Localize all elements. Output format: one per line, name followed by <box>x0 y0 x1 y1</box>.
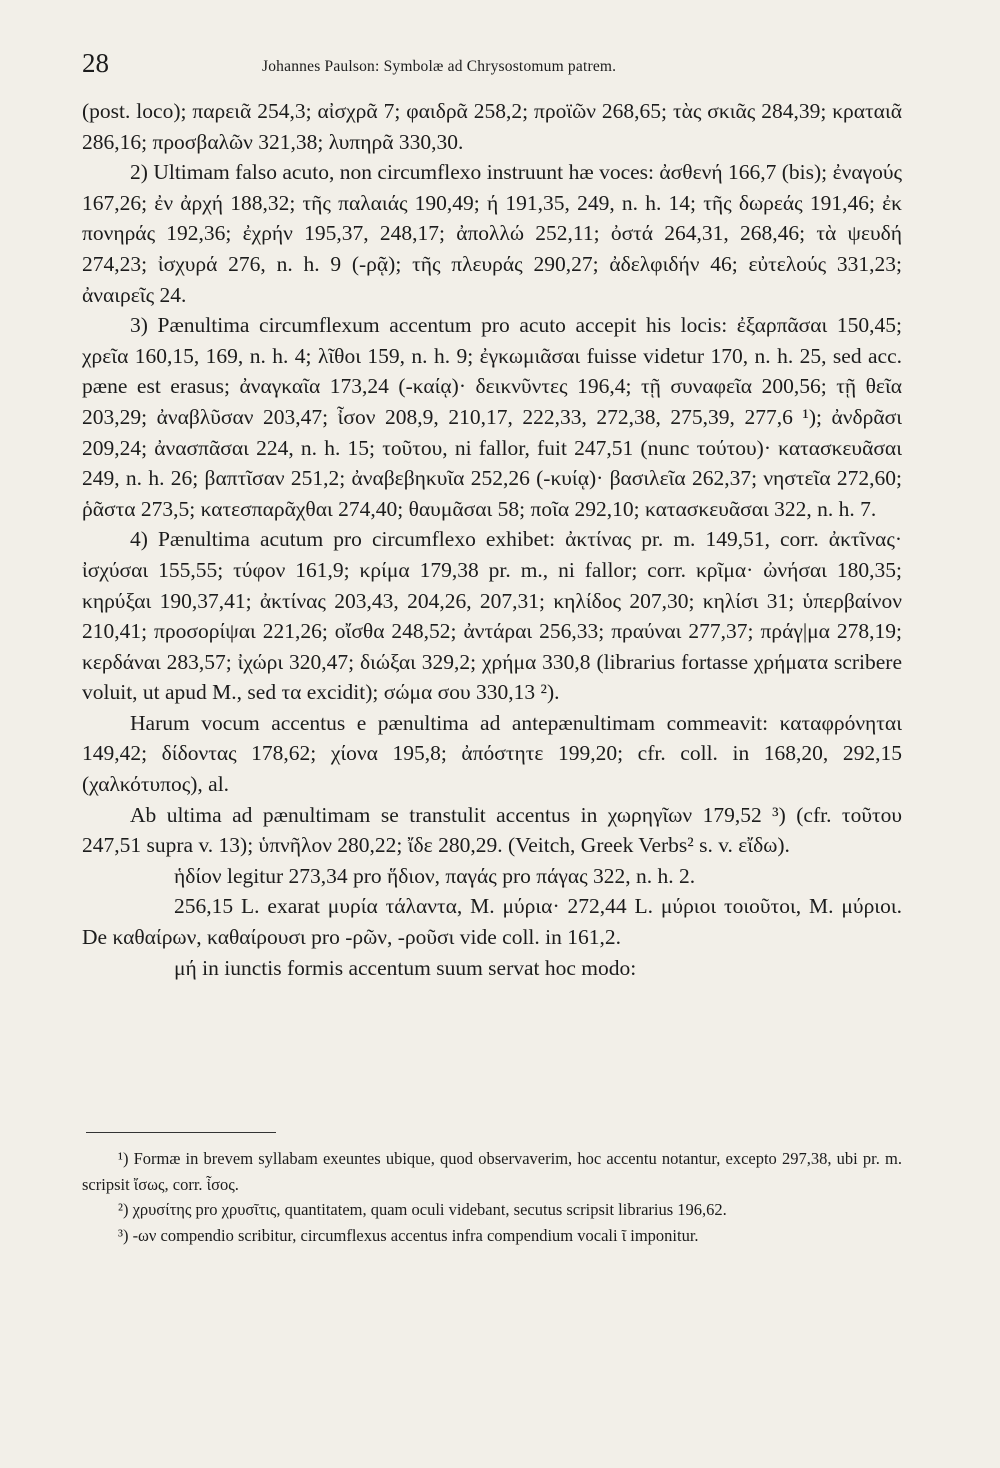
page-number: 28 <box>82 48 109 78</box>
footnotes <box>82 1146 902 1248</box>
paragraph-ab-ultima: Ab ultima ad pænultimam se transtulit accentus in χωρηγῖων 179,52 ³) (cfr. τοῦτου 247,51 supra v. 13); ὑπνῆλον 280,22; ἴδε 280,29. (Veitch, Greek Verbs² s. v. εἴδω). <box>82 802 902 858</box>
paragraph-harum: Harum vocum accentus e pænultima ad antepænultimam commeavit: καταφρόνηται 149,42; δίδοντας 178,62; χίονα 195,8; ἀπόστητε 199,20; cfr. coll. in 168,20, 292,15 (χαλκότυπος), al. <box>82 710 902 797</box>
main-text <box>82 96 902 983</box>
paragraph-continuation: (post. loco); παρειᾶ 254,3; αἰσχρᾶ 7; φαιδρᾶ 258,2; προϊῶν 268,65; τὰς σκιᾶς 284,39; κραταιᾶ 286,16; προσβαλῶν 321,38; λυπηρᾶ 330,30. <box>82 99 902 154</box>
page-header <box>82 48 902 88</box>
paragraph-256: 256,15 L. exarat μυρία τάλαντα, M. μύρια· 272,44 L. μύριοι τοιοῦτοι, M. μύριοι. De καθαίρων, καθαίρουσι pro -ρῶν, -ροῦσι vide coll. in 161,2. <box>82 894 902 950</box>
paragraph-4: 4) Pænultima acutum pro circumflexo exhibet: ἀκτίνας pr. m. 149,51, corr. ἀκτῖνας· ἰσχύσαι 155,55; τύφον 161,9; κρίμα 179,38 pr. m., ni fallor; corr. κρῖμα· ὠνήσαι 180,35; κηρύξαι 190,37,41; ἀκτίνας 203,43, 204,26, 207,31; κηλίδος 207,30; κηλίσι 31; ὑπερβαίνον 210,41; προσορίψαι 221,26; οἴσθα 248,52; ἀντάραι 256,33; πραύναι 277,37; πράγ|μα 278,19; κερδάναι 283,57; ἰχώρι 320,47; διώξαι 329,2; χρήμα 330,8 (librarius fortasse χρήματα scribere voluit, ut apud M., sed τα excidit); σώμα σου 330,13 ²). <box>82 527 902 705</box>
paragraph-me: μή in iunctis formis accentum suum servat hoc modo: <box>174 955 637 980</box>
paragraph-hedion: ἡδίον legitur 273,34 pro ἥδιον, παγάς pro πάγας 322, n. h. 2. <box>174 863 696 888</box>
paragraph-3: 3) Pænultima circumflexum accentum pro acuto accepit his locis: ἐξαρπᾶσαι 150,45; χρεῖα 160,15, 169, n. h. 4; λῖθοι 159, n. h. 9; ἐγκωμιᾶσαι fuisse videtur 170, n. h. 25, sed acc. pæne est erasus; ἀναγκαῖα 173,24 (-καίᾳ)· δεικνῦντες 196,4; τῇ συναφεῖα 200,56; τῇ θεῖα 203,29; ἀναβλῦσαν 203,47; ἶσον 208,9, 210,17, 222,33, 272,38, 275,39, 277,6 ¹); ἀνδρᾶσι 209,24; ἀνασπᾶσαι 224, n. h. 15; τοῦτου, ni fallor, fuit 247,51 (nunc τούτου)· κατασκευᾶσαι 249, n. h. 26; βαπτῖσαν 251,2; ἀναβεβηκυῖα 252,26 (-κυίᾳ)· βασιλεῖα 262,37; νηστεῖα 272,60; ῥᾶστα 273,5; κατεσπαρᾶχθαι 274,40; θαυμᾶσαι 58; ποῖα 292,10; κατασκευᾶσαι 322, n. h. 7. <box>82 313 902 521</box>
footnote-3: ³) -ων compendio scribitur, circumflexus accentus infra compendium vocali ῖ imponitur. <box>118 1225 699 1245</box>
footnote-divider <box>86 1132 276 1133</box>
footnote-1: ¹) Formæ in brevem syllabam exeuntes ubique, quod observaverim, hoc accentu notantur, excepto 297,38, ubi pr. m. scripsit ἴσως, corr. ἶσος. <box>82 1149 902 1194</box>
footnote-2: ²) χρυσίτης pro χρυσῖτις, quantitatem, quam oculi videbant, secutus scripsit librarius 196,62. <box>118 1200 727 1219</box>
running-title: Johannes Paulson: Symbolæ ad Chrysostomum patrem. <box>262 58 617 75</box>
paragraph-2: 2) Ultimam falso acuto, non circumflexo instruunt hæ voces: ἀσθενή 166,7 (bis); ἐναγούς 167,26; ἐν ἀρχή 188,32; τῆς παλαιάς 190,49; ή 191,35, 249, n. h. 14; τῆς δωρεάς 191,46; ἐκ πονηράς 192,36; ἐχρήν 195,37, 248,17; ἀπολλώ 252,11; ὀστά 264,31, 268,46; τὰ ψευδή 274,23; ἰσχυρά 276, n. h. 9 (-ρᾷ); τῆς πλευράς 290,27; ἀδελφιδήν 46; εὐτελούς 331,23; ἀναιρεῖς 24. <box>82 160 902 307</box>
